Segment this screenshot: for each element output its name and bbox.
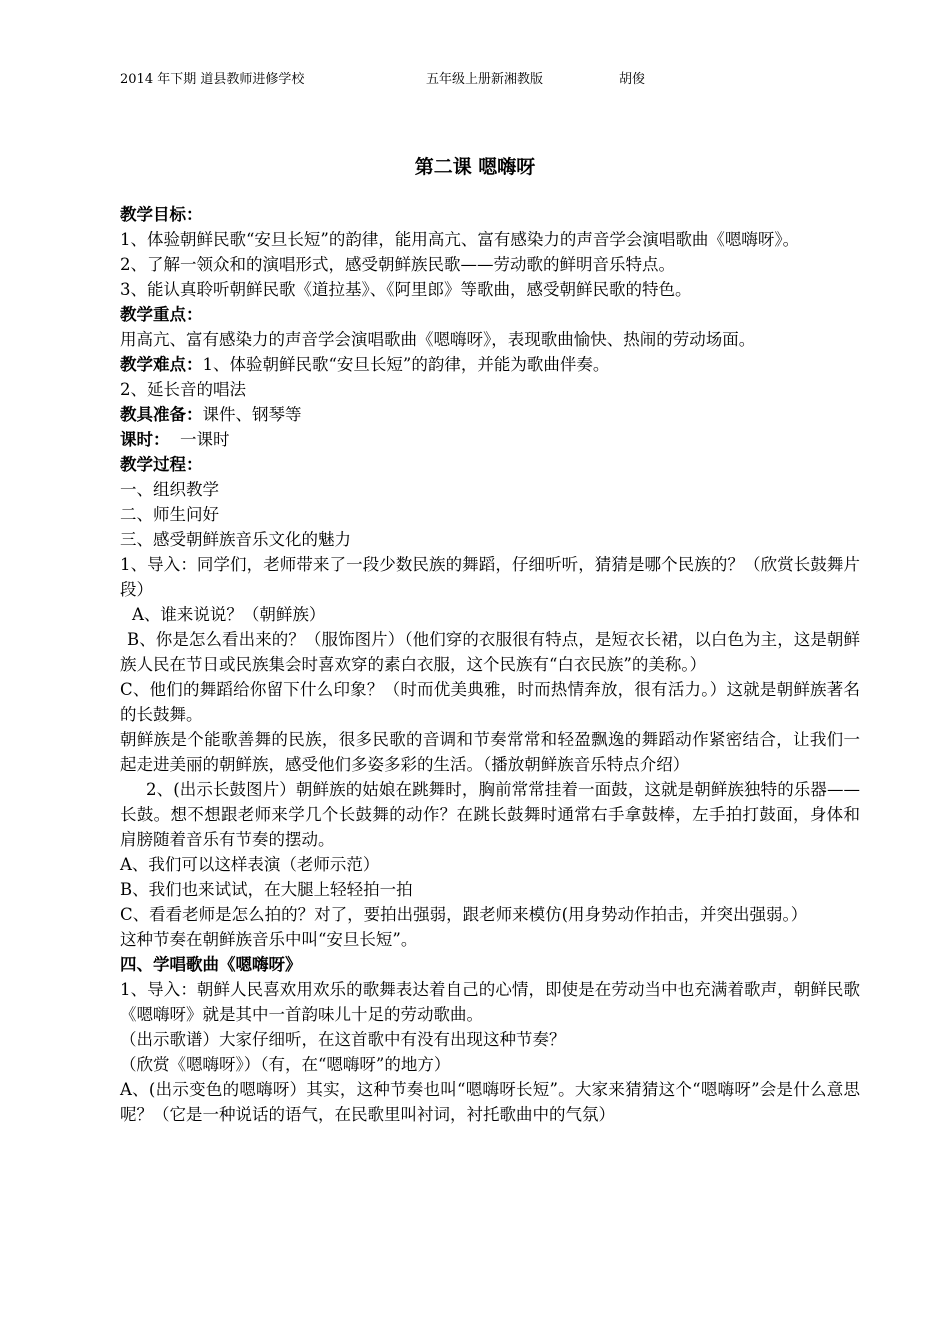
process-text: 2、(出示长鼓图片）朝鲜族的姑娘在跳舞时，胸前常常挂着一面鼓，这就是朝鲜族独特的乐器——长鼓。想不想跟老师来学几个长鼓舞的动作？在跳长鼓舞时通常右手拿鼓棒，左手拍打鼓面，身体和肩膀随着音乐有节奏的摆动。 [120, 780, 860, 849]
difficulties-line [120, 352, 860, 377]
document-body [120, 202, 860, 1127]
process-paragraph: 朝鲜族是个能歌善舞的民族，很多民歌的音调和节奏常常和轻盈飘逸的舞蹈动作紧密结合，让我们一起走进美丽的朝鲜族，感受他们多姿多彩的生活。（播放朝鲜族音乐特点介绍） [120, 730, 860, 774]
key-points-text: 用高亢、富有感染力的声音学会演唱歌曲《嗯嗨呀》，表现歌曲愉快、热闹的劳动场面。 [120, 330, 756, 349]
header-school: 2014 年下期 道县教师进修学校 [120, 72, 305, 87]
difficulties-text: 1、体验朝鲜民歌“安旦长短”的韵律，并能为歌曲伴奏。 [202, 355, 610, 374]
process-paragraph: 这种节奏在朝鲜族音乐中叫“安旦长短”。 [120, 930, 418, 949]
process-paragraph: 1、导入：同学们，老师带来了一段少数民族的舞蹈，仔细听听，猜猜是哪个民族的？（欣赏长鼓舞片段） [120, 555, 860, 599]
process-paragraph [120, 777, 860, 852]
objective-item: 1、体验朝鲜民歌“安旦长短”的韵律，能用高亢、富有感染力的声音学会演唱歌曲《嗯嗨呀》。 [120, 230, 800, 249]
objectives-heading: 教学目标： [120, 205, 203, 224]
process-paragraph: B、我们也来试试，在大腿上轻轻拍一拍 [120, 880, 413, 899]
process-paragraph: C、看看老师是怎么拍的？对了，要拍出强弱，跟老师来模仿(用身势动作拍击，并突出强弱。） [120, 905, 808, 924]
process-paragraph: 二、师生问好 [120, 505, 219, 524]
page-header [120, 68, 840, 88]
header-grade: 五年级上册新湘教版 [426, 72, 544, 87]
objective-item: 3、能认真聆听朝鲜民歌《道拉基》、《阿里郎》等歌曲，感受朝鲜民歌的特色。 [120, 280, 692, 299]
process-paragraph: 三、感受朝鲜族音乐文化的魅力 [120, 530, 351, 549]
process-paragraph: 一、组织教学 [120, 480, 219, 499]
lesson-title: 第二课 嗯嗨呀 [414, 156, 536, 178]
process-paragraph: A、谁来说说？（朝鲜族） [132, 605, 326, 624]
objective-item: 2、了解一领众和的演唱形式，感受朝鲜族民歌——劳动歌的鲜明音乐特点。 [120, 255, 675, 274]
section4-paragraph: 1、导入：朝鲜人民喜欢用欢乐的歌舞表达着自己的心情，即使是在劳动当中也充满着歌声，朝鲜民歌《嗯嗨呀》就是其中一首韵味儿十足的劳动歌曲。 [120, 980, 860, 1024]
header-author: 胡俊 [619, 72, 646, 87]
process-paragraph [120, 627, 860, 677]
process-text: B、你是怎么看出来的？（服饰图片）（他们穿的衣服很有特点，是短衣长裙，以白色为主，这是朝鲜族人民在节日或民族集会时喜欢穿的素白衣服，这个民族有“白衣民族”的美称。） [120, 630, 860, 674]
process-heading: 教学过程： [120, 455, 203, 474]
section4-paragraph: A、(出示变色的嗯嗨呀）其实，这种节奏也叫“嗯嗨呀长短”。大家来猜猜这个“嗯嗨呀”会是什么意思呢？（它是一种说话的语气，在民歌里叫衬词，衬托歌曲中的气氛） [120, 1080, 860, 1124]
tools-line [120, 402, 860, 427]
period-heading: 课时： [120, 430, 170, 449]
period-text: 一课时 [169, 430, 230, 449]
section4-heading: 四、学唱歌曲《嗯嗨呀》 [120, 955, 302, 974]
difficulties-text-2: 2、延长音的唱法 [120, 380, 246, 399]
tools-heading: 教具准备： [120, 405, 203, 424]
section4-paragraph: （出示歌谱）大家仔细听，在这首歌中有没有出现这种节奏？ [120, 1030, 566, 1049]
key-points-heading: 教学重点： [120, 305, 203, 324]
period-line [120, 427, 860, 452]
difficulties-heading: 教学难点： [120, 355, 203, 374]
process-paragraph: C、他们的舞蹈给你留下什么印象？（时而优美典雅，时而热情奔放，很有活力。）这就是朝鲜族著名的长鼓舞。 [120, 680, 860, 724]
section4-paragraph: （欣赏《嗯嗨呀》）（有，在“嗯嗨呀”的地方） [120, 1055, 451, 1074]
process-paragraph: A、我们可以这样表演（老师示范） [120, 855, 380, 874]
tools-text: 课件、钢琴等 [202, 405, 302, 424]
